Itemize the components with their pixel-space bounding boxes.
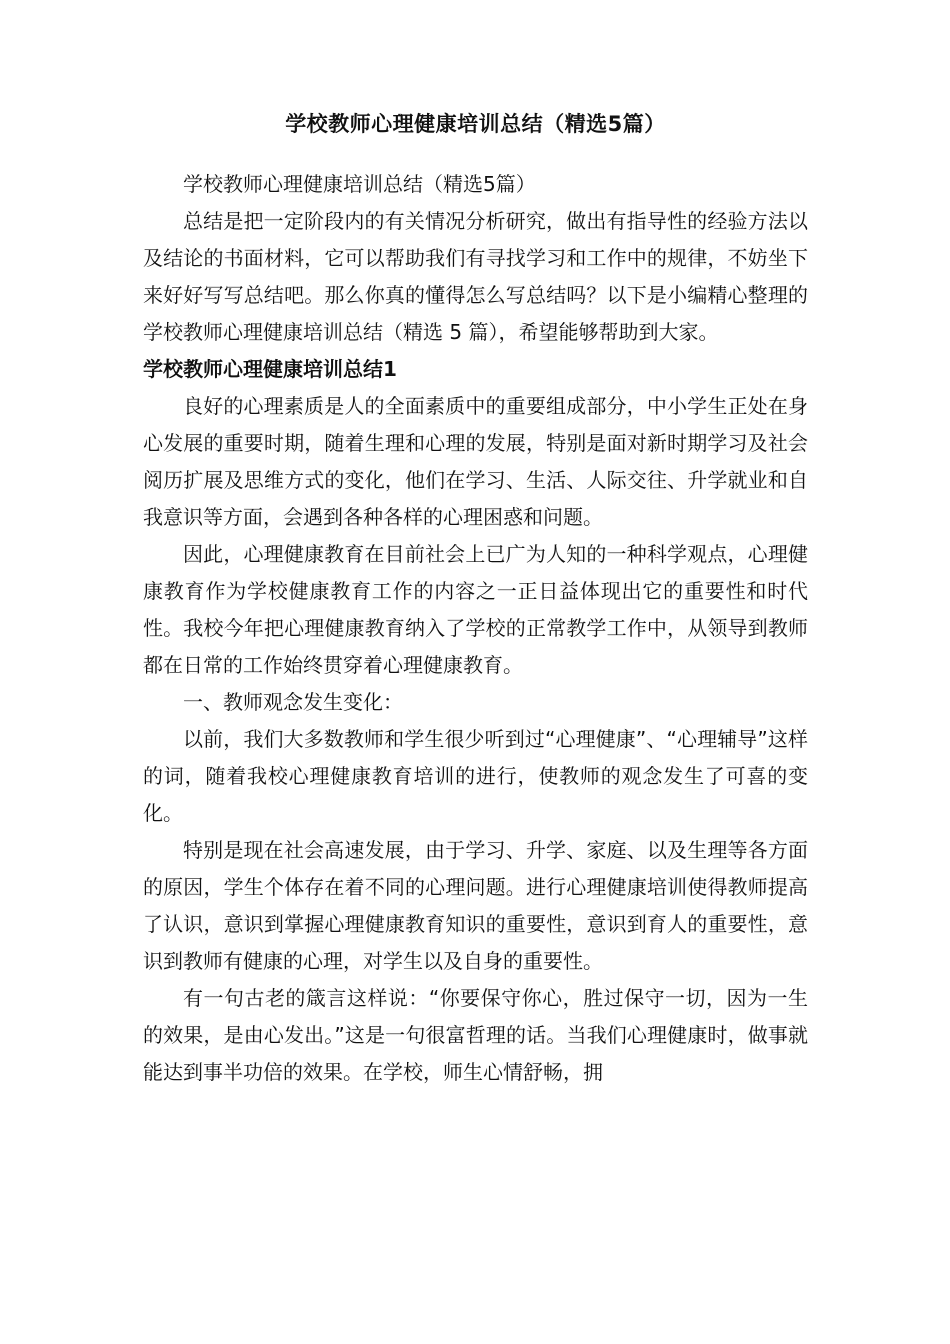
body-paragraph: 良好的心理素质是人的全面素质中的重要组成部分，中小学生正处在身心发展的重要时期，随着生理和心理的发展，特别是面对新时期学习及社会阅历扩展及思维方式的变化，他们在学习、生活、人际交往、升学就业和自我意识等方面，会遇到各种各样的心理困惑和问题。 bbox=[143, 394, 808, 529]
body-paragraph: 有一句古老的箴言这样说：“你要保守你心，胜过保守一切，因为一生的效果，是由心发出。”这是一句很富哲理的话。当我们心理健康时，做事就能达到事半功倍的效果。在学校，师生心情舒畅，拥 bbox=[143, 986, 808, 1084]
subheading-paragraph: 一、教师观念发生变化： bbox=[183, 690, 403, 714]
section-heading: 学校教师心理健康培训总结1 bbox=[143, 357, 397, 381]
document-title: 学校教师心理健康培训总结（精选5篇） bbox=[285, 112, 666, 136]
subtitle-paragraph: 学校教师心理健康培训总结（精选5篇） bbox=[183, 172, 536, 196]
document-page bbox=[143, 104, 808, 1091]
body-paragraph: 以前，我们大多数教师和学生很少听到过“心理健康”、“心理辅导”这样的词，随着我校心理健康教育培训的进行，使教师的观念发生了可喜的变化。 bbox=[143, 727, 808, 825]
intro-paragraph: 总结是把一定阶段内的有关情况分析研究，做出有指导性的经验方法以及结论的书面材料，它可以帮助我们有寻找学习和工作中的规律，不妨坐下来好好写写总结吧。那么你真的懂得怎么写总结吗？以下是小编精心整理的学校教师心理健康培训总结（精选 5 篇），希望能够帮助到大家。 bbox=[143, 209, 808, 344]
body-paragraph: 因此，心理健康教育在目前社会上已广为人知的一种科学观点，心理健康教育作为学校健康教育工作的内容之一正日益体现出它的重要性和时代性。我校今年把心理健康教育纳入了学校的正常教学工作中，从领导到教师都在日常的工作始终贯穿着心理健康教育。 bbox=[143, 542, 808, 677]
body-paragraph: 特别是现在社会高速发展，由于学习、升学、家庭、以及生理等各方面的原因，学生个体存在着不同的心理问题。进行心理健康培训使得教师提高了认识，意识到掌握心理健康教育知识的重要性，意识到育人的重要性，意识到教师有健康的心理，对学生以及自身的重要性。 bbox=[143, 838, 808, 973]
